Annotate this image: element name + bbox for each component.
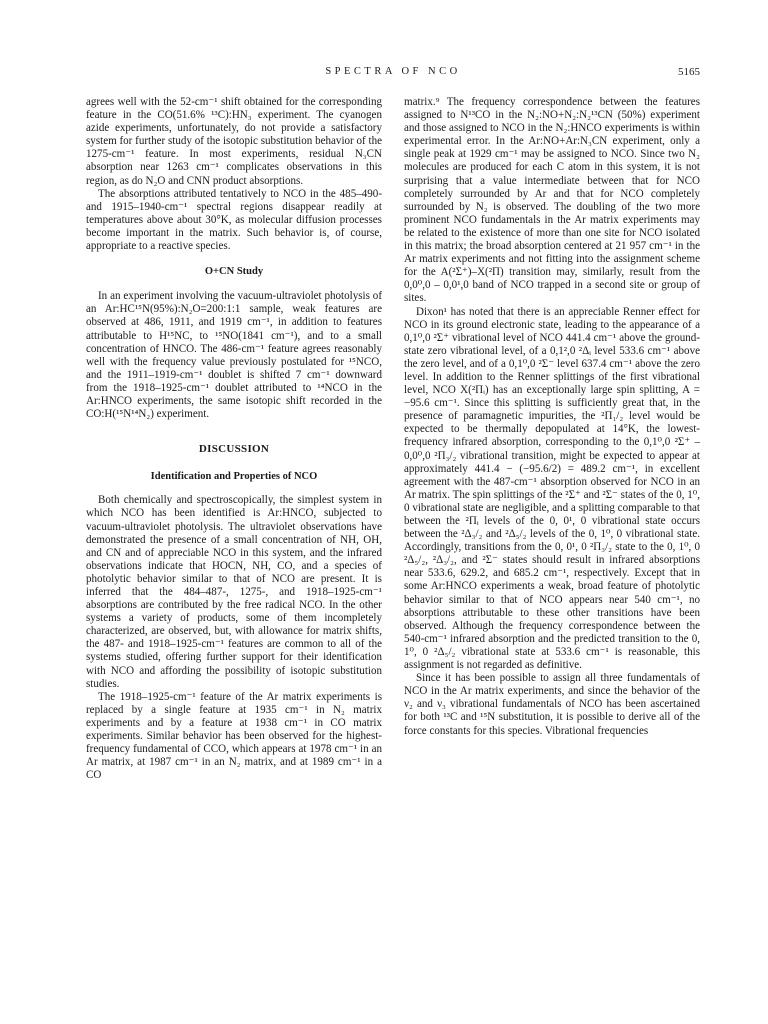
- paragraph: Dixon¹ has noted that there is an appreciable Renner effect for NCO in its ground electronic state, leading to the appearance of a 0,1⁰,0 ²Σ⁺ vibrational level of NCO 441.4 cm⁻¹ above the ground-state zero vibrational level, of a 0,1²,0 ²Δᵢ level 533.6 cm⁻¹ above the zero level, and of a 0,1⁰,0 ²Σ⁻ level 637.4 cm⁻¹ above the zero level. In addition to the Renner splittings of the first vibrational level, NCO X(²Πᵢ) has an exceptionally large spin splitting, A = −95.6 cm⁻¹. Since this splitting is sufficiently great that, in the presence of paramagnetic impurities, the ²Π₁/₂ level would be expected to be thermally depopulated at 14°K, the lowest-frequency infrared absorption, corresponding to the 0,1⁰,0 ²Σ⁺ – 0,0⁰,0 ²Π₃/₂ vibrational transition, might be expected to appear at approximately 441.4 − (−95.6/2) = 489.2 cm⁻¹, in excellent agreement with the 487-cm⁻¹ absorption observed for NCO in an Ar matrix. The spin splittings of the ²Σ⁺ and ²Σ⁻ states of the 0, 1⁰, 0 vibrational state are negligible, and a splitting comparable to that between the ²Πᵢ levels of the 0, 0¹, 0 vibrational state occurs between the ²Δ₃/₂ and ²Δ₅/₂ levels of the 0, 1⁰, 0 vibrational state. Accordingly, transitions from the 0, 0¹, 0 ²Π₃/₂ state to the 0, 1⁰, 0 ²Δ₅/₂, ²Δ₃/₂, and ²Σ⁻ states should result in infrared absorptions near 533.6, 629.2, and 685.2 cm⁻¹, respectively. Except that in some Ar:HNCO experiments a weak, broad feature of photolytic behavior similar to that of NCO appears near 540 cm⁻¹, no absorptions attributable to these other transitions have been observed. Although the frequency correspondence between the 540-cm⁻¹ infrared absorption and the predicted transition to the 0, 1⁰, 0 ²Δ₅/₂ vibrational state at 533.6 cm⁻¹ is reasonable, this assignment is not regarded as definitive.: [404, 305, 700, 672]
- paragraph: The absorptions attributed tentatively to NCO in the 485–490- and 1915–1940-cm⁻¹ spectral regions disappear readily at temperatures above about 30°K, as molecular diffusion processes become important in the matrix. Such behavior is, of course, appropriate to a reactive species.: [86, 187, 382, 253]
- paragraph: Since it has been possible to assign all three fundamentals of NCO in the Ar matrix experiments, and since the behavior of the ν₂ and ν₃ vibrational fundamentals of NCO has been ascertained for both ¹³C and ¹⁵N substitution, it is possible to derive all of the force constants for this species. Vibrational frequencies: [404, 672, 700, 737]
- left-column: [86, 96, 382, 782]
- page-header: [86, 66, 700, 80]
- paragraph: matrix.⁹ The frequency correspondence between the features assigned to N¹³CO in the N₂:NO+N₂:N₂¹³CN (50%) experiment and those assigned to NCO in the N₂:HNCO experiments is within experimental error. In the Ar:NO+Ar:N₃CN experiment, only a single peak at 1929 cm⁻¹ may be assigned to NCO. Since two N₂ molecules are produced for each C atom in this system, it is not surprising that a value intermediate between that for NCO completely surrounded by Ar and that for NCO completely surrounded by N₂ is observed. The doubling of the two more prominent NCO fundamentals in the Ar matrix experiments may be related to the existence of more than one site for NCO isolated in this matrix; the broad absorption centered at 21 957 cm⁻¹ in the Ar matrix experiments and not fitting into the assignment scheme for the A(²Σ⁺)–X(²Π) transition may, similarly, result from the 0,0⁰,0 – 0,0¹,0 band of NCO trapped in a second site or group of sites.: [404, 96, 700, 305]
- section-heading-o-cn-study: O+CN Study: [204, 266, 264, 278]
- page-number: 5165: [678, 66, 700, 78]
- paragraph: Both chemically and spectroscopically, the simplest system in which NCO has been identified is Ar:HNCO, subjected to vacuum-ultraviolet photolysis. The ultraviolet observations have demonstrated the presence of a small concentration of NH, OH, and CN and of appreciable NCO in this system, and the infrared observations indicate that HOCN, NH, CO, and a species of photolytic behavior similar to that of NCO are present. It is inferred that the 484–487-, 1275-, and 1918–1925-cm⁻¹ absorptions are contributed by the free radical NCO. In the other systems a variety of products, some of them incompletely characterized, are observed, but, with allowance for matrix shifts, the 487- and 1918–1925-cm⁻¹ features are common to all of the systems studied, offering further support for their identification with NCO and affording the possibility of isotopic substitution studies.: [86, 494, 382, 690]
- section-heading-discussion: DISCUSSION: [198, 443, 270, 456]
- subsection-heading-identification: Identification and Properties of NCO: [150, 471, 318, 483]
- running-title: SPECTRA OF NCO: [325, 66, 461, 77]
- paragraph: In an experiment involving the vacuum-ultraviolet photolysis of an Ar:HC¹⁵N(95%):N₂O=200:1:1 sample, weak features are observed at 486, 1911, and 1919 cm⁻¹, in addition to features attributable to H¹⁵NC, to ¹⁵NO(1841 cm⁻¹), and to a small concentration of HNCO. The 486-cm⁻¹ feature agrees reasonably well with the frequency value previously postulated for ¹⁵NCO, and the 1911–1919-cm⁻¹ doublet is shifted 7 cm⁻¹ downward from the 1918–1925-cm⁻¹ doublet attributed to ¹⁴NCO in the Ar:HNCO experiments, the same isotopic shift recorded in the CO:H(¹⁵N¹⁴N₂) experiment.: [86, 290, 382, 421]
- right-column: [404, 96, 700, 738]
- paragraph: The 1918–1925-cm⁻¹ feature of the Ar matrix experiments is replaced by a single feature at 1935 cm⁻¹ in N₂ matrix experiments and by a feature at 1938 cm⁻¹ in CO matrix experiments. Similar behavior has been observed for the highest-frequency fundamental of CCO, which appears at 1978 cm⁻¹ in an Ar matrix, at 1987 cm⁻¹ in an N₂ matrix, and at 1989 cm⁻¹ in a CO: [86, 690, 382, 782]
- paragraph: agrees well with the 52-cm⁻¹ shift obtained for the corresponding feature in the CO(51.6% ¹³C):HN₃ experiment. The cyanogen azide experiments, unfortunately, do not provide a satisfactory system for further study of the isotopic substitution behavior of the 1275-cm⁻¹ feature. In most experiments, residual N₃CN absorption near 1263 cm⁻¹ complicates observations in this region, as do N₂O and CNN product absorptions.: [86, 96, 382, 187]
